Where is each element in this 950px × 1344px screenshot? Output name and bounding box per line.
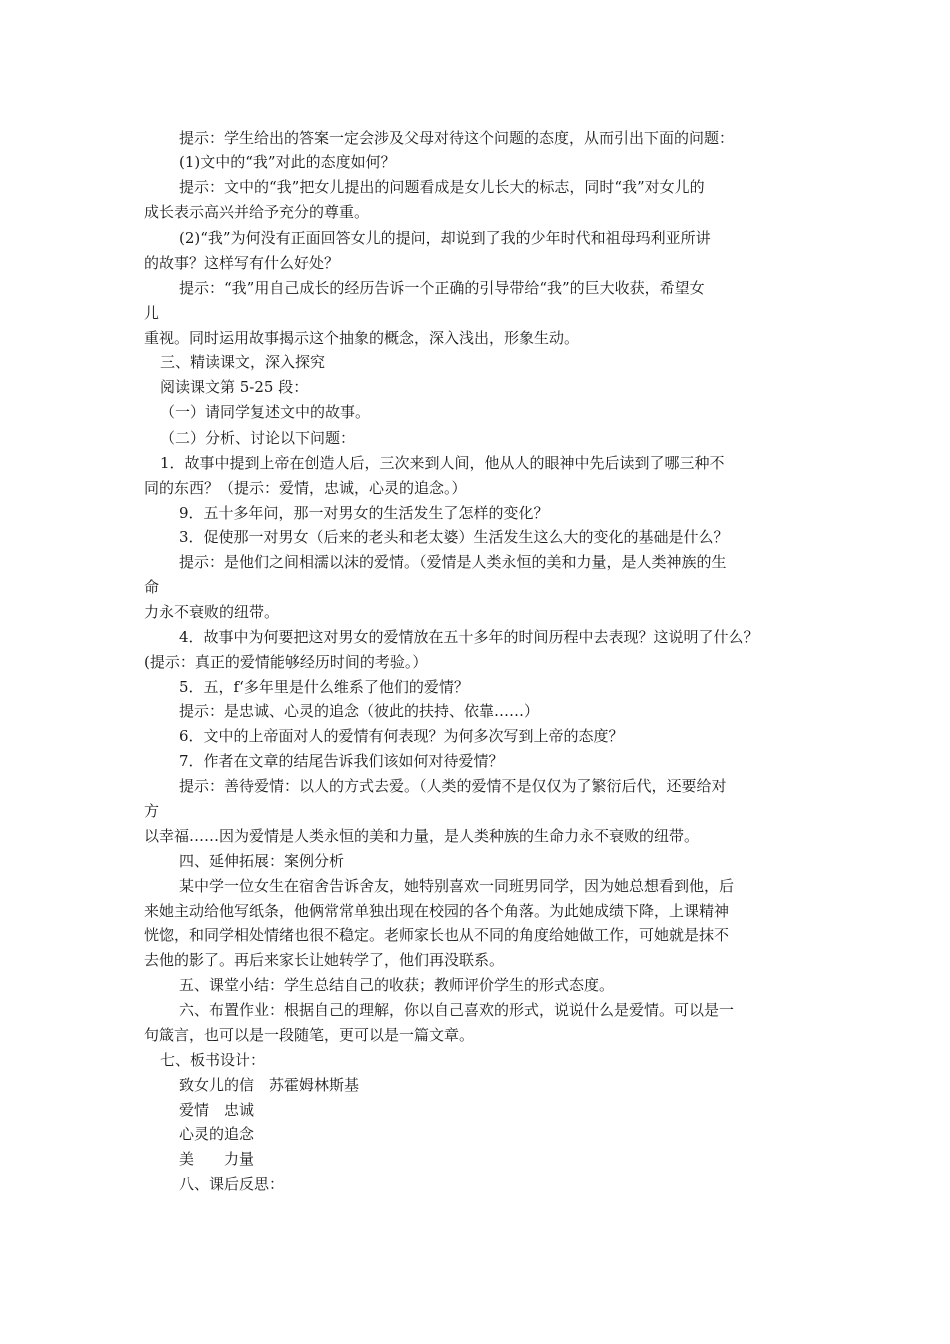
- text-line: 来她主动给他写纸条，他俩常常单独出现在校园的各个角落。为此她成绩下降，上课精神: [144, 902, 730, 920]
- text-line: 阅读课文第 5-25 段：: [160, 378, 309, 396]
- text-line: (1)文中的“我”对此的态度如何？: [179, 153, 396, 171]
- text-line: 以幸福……因为爱情是人类永恒的美和力量，是人类种族的生命力永不衰败的纽带。: [144, 827, 700, 845]
- text-line: 6．文中的上帝面对人的爱情有何表现？为何多次写到上帝的态度？: [179, 727, 624, 745]
- text-line: 7．作者在文章的结尾告诉我们该如何对待爱情？: [179, 752, 504, 770]
- text-line: 的故事？这样写有什么好处？: [144, 254, 340, 272]
- text-line: 某中学一位女生在宿舍告诉舍友，她特别喜欢一同班男同学，因为她总想看到他，后: [179, 877, 735, 895]
- text-line: （一）请同学复述文中的故事。: [160, 403, 371, 421]
- text-line: 提示：文中的“我”把女儿提出的问题看成是女儿长大的标志，同时“我”对女儿的: [179, 178, 705, 196]
- section-heading: 三、精读课文，深入探究: [160, 353, 326, 371]
- text-line: 去他的影了。再后来家长让她转学了，他们再没联系。: [144, 951, 505, 969]
- text-line: (提示：真正的爱情能够经历时间的考验。）: [144, 653, 428, 671]
- text-line: 命: [144, 578, 160, 596]
- text-line: 方: [144, 802, 160, 820]
- section-heading: 四、延伸拓展：案例分析: [179, 852, 345, 870]
- text-line: 同的东西？（提示：爱情，忠诚，心灵的追念。）: [144, 479, 467, 497]
- text-line: (2)“我”为何没有正面回答女儿的提问，却说到了我的少年时代和祖母玛利亚所讲: [179, 229, 711, 247]
- text-line: 提示：是忠诚、心灵的追念（彼此的扶持、依靠……）: [179, 702, 540, 720]
- text-line: 提示：“我”用自己成长的经历告诉一个正确的引导带给“我”的巨大收获，希望女: [179, 279, 705, 297]
- text-line: 重视。同时运用故事揭示这个抽象的概念，深入浅出，形象生动。: [144, 329, 580, 347]
- board-design-line: 爱情 忠诚: [179, 1101, 255, 1119]
- text-line: 成长表示高兴并给予充分的尊重。: [144, 203, 370, 221]
- text-line: 恍惚，和同学相处情绪也很不稳定。老师家长也从不同的角度给她做工作，可她就是抹不: [144, 926, 730, 944]
- text-line: 句箴言，也可以是一段随笔，更可以是一篇文章。: [144, 1026, 475, 1044]
- text-line: 3．促使那一对男女（后来的老头和老太婆）生活发生这么大的变化的基础是什么？: [179, 528, 729, 546]
- section-heading: 六、布置作业：根据自己的理解，你以自己喜欢的形式，说说什么是爱情。可以是一: [179, 1001, 735, 1019]
- text-line: 1．故事中提到上帝在创造人后，三次来到人间，他从人的眼神中先后读到了哪三种不: [160, 454, 725, 472]
- text-line: 力永不衰败的纽带。: [144, 603, 280, 621]
- text-line: 提示：学生给出的答案一定会涉及父母对待这个问题的态度，从而引出下面的问题：: [179, 129, 735, 147]
- board-design-line: 致女儿的信 苏霍姆林斯基: [179, 1076, 360, 1094]
- text-line: （二）分析、讨论以下问题：: [160, 429, 356, 447]
- text-line: 4．故事中为何要把这对男女的爱情放在五十多年的时间历程中去表现？这说明了什么？: [179, 628, 759, 646]
- text-line: 儿: [144, 304, 160, 322]
- text-line: 5．五，f‘多年里是什么维系了他们的爱情？: [179, 678, 469, 696]
- text-line: 提示：是他们之间相濡以沫的爱情。（爱情是人类永恒的美和力量，是人类神族的生: [179, 553, 727, 571]
- board-design-line: 心灵的追念: [179, 1125, 255, 1143]
- text-line: 9．五十多年问，那一对男女的生活发生了怎样的变化？: [179, 504, 549, 522]
- section-heading: 八、课后反思：: [179, 1175, 285, 1193]
- board-design-line: 美 力量: [179, 1150, 255, 1168]
- text-line: 提示：善待爱情：以人的方式去爱。（人类的爱情不是仅仅为了繁衍后代，还要给对: [179, 777, 727, 795]
- section-heading: 五、课堂小结：学生总结自己的收获；教师评价学生的形式态度。: [179, 976, 615, 994]
- section-heading: 七、板书设计：: [160, 1051, 266, 1069]
